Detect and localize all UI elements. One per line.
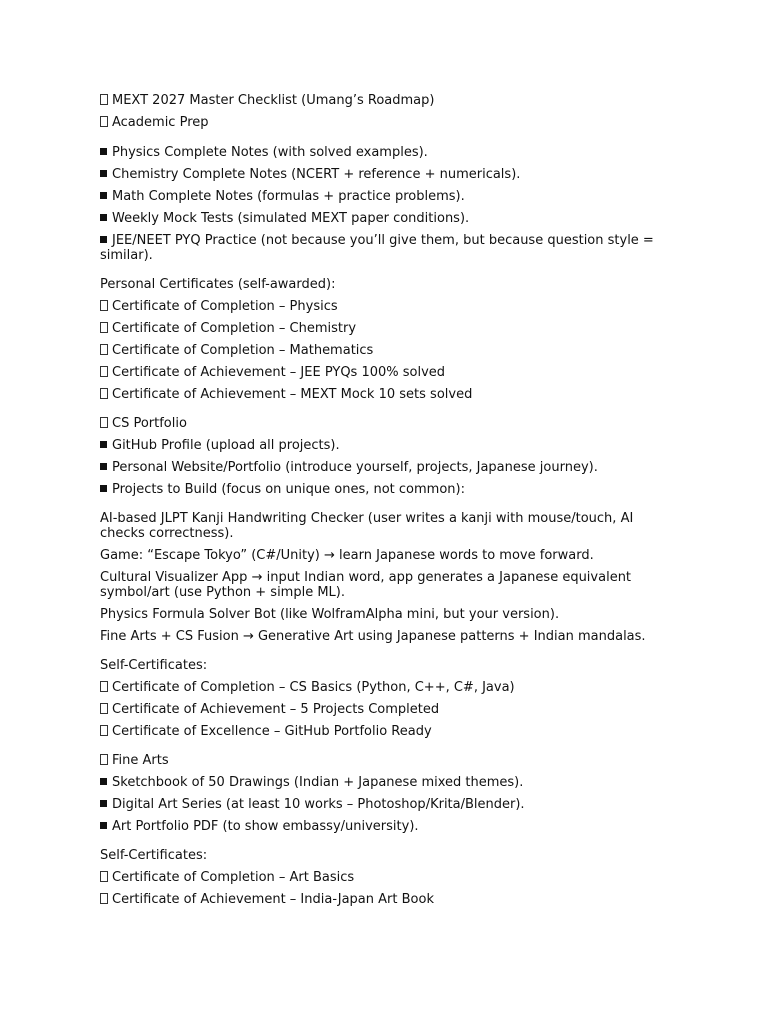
project-item: Fine Arts + CS Fusion → Generative Art using Japanese patterns + Indian mandalas.: [100, 629, 646, 644]
cert-item: Certificate of Achievement – India-Japan Art Book: [100, 892, 670, 907]
square-bullet-icon: [100, 463, 107, 470]
cert-item: Certificate of Excellence – GitHub Portfolio Ready: [100, 724, 670, 739]
cert-item: Certificate of Achievement – JEE PYQs 100% solved: [100, 365, 670, 380]
missing-glyph-icon: [100, 388, 108, 399]
square-bullet-icon: [100, 148, 107, 155]
square-bullet-icon: [100, 441, 107, 448]
cert-item: Certificate of Achievement – 5 Projects Completed: [100, 702, 670, 717]
square-bullet-icon: [100, 822, 107, 829]
missing-glyph-icon: [100, 871, 108, 882]
missing-glyph-icon: [100, 703, 108, 714]
project-item: Game: “Escape Tokyo” (C#/Unity) → learn Japanese words to move forward.: [100, 548, 594, 563]
cert-item: Certificate of Completion – CS Basics (Python, C++, C#, Java): [100, 680, 670, 695]
document-title: MEXT 2027 Master Checklist (Umang’s Roadmap): [100, 93, 670, 108]
list-item: Projects to Build (focus on unique ones, not common):: [100, 482, 670, 497]
missing-glyph-icon: [100, 754, 108, 765]
cert-item: Certificate of Completion – Physics: [100, 299, 670, 314]
square-bullet-icon: [100, 778, 107, 785]
project-item: Physics Formula Solver Bot (like WolframAlpha mini, but your version).: [100, 607, 560, 622]
missing-glyph-icon: [100, 417, 108, 428]
cert-item: Certificate of Completion – Chemistry: [100, 321, 670, 336]
missing-glyph-icon: [100, 893, 108, 904]
square-bullet-icon: [100, 170, 107, 177]
missing-glyph-icon: [100, 116, 108, 127]
list-item: GitHub Profile (upload all projects).: [100, 438, 670, 453]
cert-heading-academic: Personal Certificates (self-awarded):: [100, 277, 336, 292]
square-bullet-icon: [100, 485, 107, 492]
square-bullet-icon: [100, 236, 107, 243]
missing-glyph-icon: [100, 300, 108, 311]
cert-item: Certificate of Achievement – MEXT Mock 10 sets solved: [100, 387, 670, 402]
missing-glyph-icon: [100, 681, 108, 692]
list-item: Chemistry Complete Notes (NCERT + reference + numericals).: [100, 167, 670, 182]
missing-glyph-icon: [100, 94, 108, 105]
cert-heading-arts: Self-Certificates:: [100, 848, 208, 863]
list-item: Personal Website/Portfolio (introduce yourself, projects, Japanese journey).: [100, 460, 670, 475]
section-heading-academic: Academic Prep: [100, 115, 670, 130]
list-item: Art Portfolio PDF (to show embassy/university).: [100, 819, 670, 834]
square-bullet-icon: [100, 192, 107, 199]
cert-item: Certificate of Completion – Art Basics: [100, 870, 670, 885]
project-item: AI-based JLPT Kanji Handwriting Checker (user writes a kanji with mouse/touch, AI checks correctness).: [100, 511, 634, 541]
missing-glyph-icon: [100, 366, 108, 377]
list-item: Physics Complete Notes (with solved examples).: [100, 145, 670, 160]
list-item: Weekly Mock Tests (simulated MEXT paper conditions).: [100, 211, 670, 226]
document-page: [100, 93, 670, 907]
list-item: Sketchbook of 50 Drawings (Indian + Japanese mixed themes).: [100, 775, 670, 790]
cert-item: Certificate of Completion – Mathematics: [100, 343, 670, 358]
missing-glyph-icon: [100, 344, 108, 355]
missing-glyph-icon: [100, 322, 108, 333]
section-heading-cs: CS Portfolio: [100, 416, 670, 431]
list-item: Digital Art Series (at least 10 works – Photoshop/Krita/Blender).: [100, 797, 670, 812]
cert-heading-cs: Self-Certificates:: [100, 658, 208, 673]
project-item: Cultural Visualizer App → input Indian word, app generates a Japanese equivalent symbol/art (use Python + simple ML).: [100, 570, 632, 600]
square-bullet-icon: [100, 800, 107, 807]
list-item: JEE/NEET PYQ Practice (not because you’ll give them, but because question style = similar).: [100, 233, 654, 263]
section-heading-arts: Fine Arts: [100, 753, 670, 768]
square-bullet-icon: [100, 214, 107, 221]
list-item: Math Complete Notes (formulas + practice problems).: [100, 189, 670, 204]
missing-glyph-icon: [100, 725, 108, 736]
